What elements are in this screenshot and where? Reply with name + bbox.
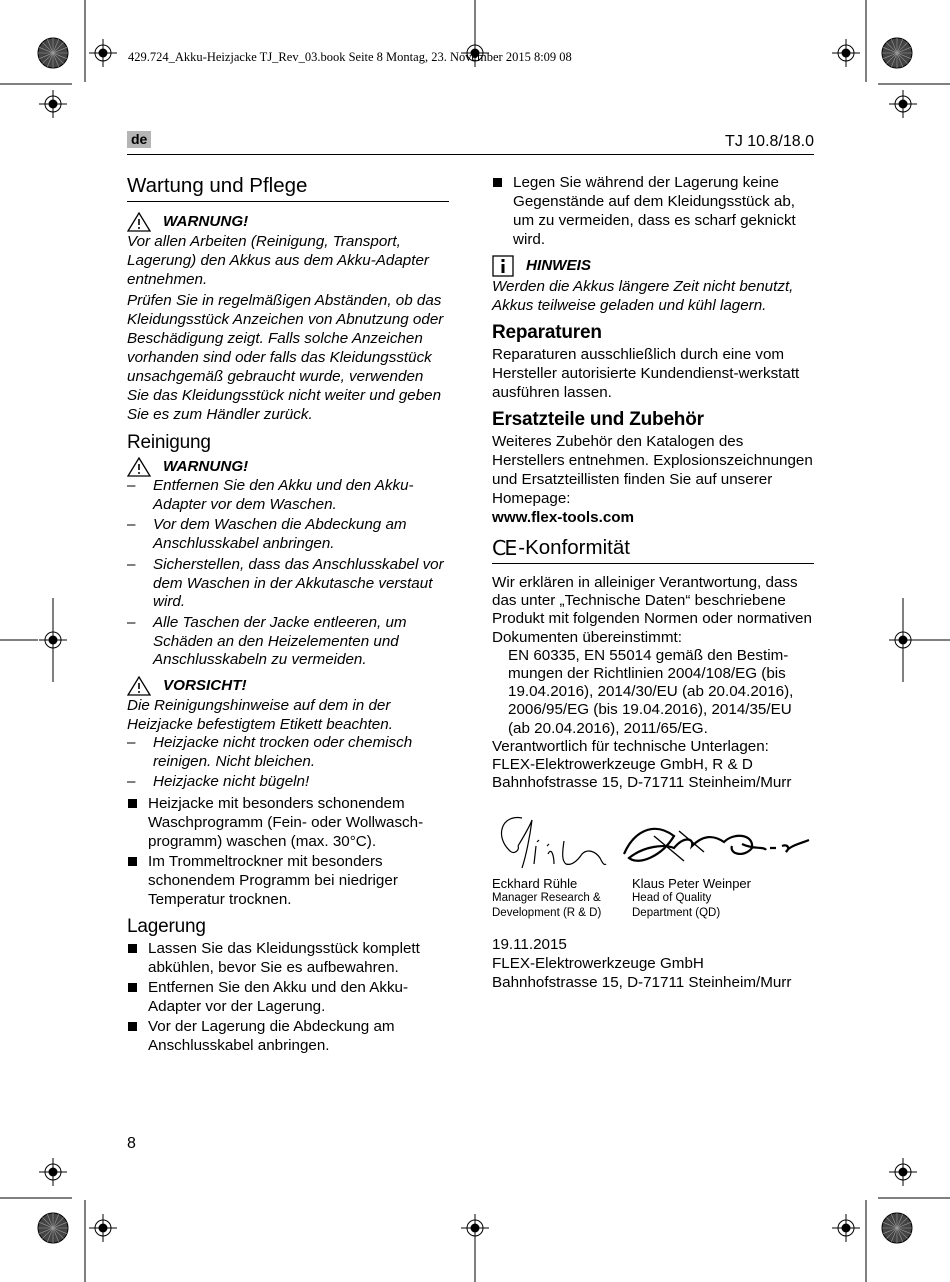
warning-heading [127,212,449,232]
footer-company: FLEX-Elektrowerkzeuge GmbH [492,955,704,973]
repairs-text: Reparaturen ausschließlich durch eine vom Hersteller autorisierte Kundendienst-werkstatt ausführen lassen. [492,346,800,401]
page-number: 8 [127,1135,136,1152]
warning-text-inspection: Prüfen Sie in regelmäßigen Abständen, ob das Kleidungsstück Anzeichen von Abnutzung oder Beschädigung zeigt. Falls solche Anzeichen vorhanden sind oder falls das Kleidungsstück unsachgemäß gebraucht wurde, verwenden Sie das Kleidungsstück nicht weiter und geben Sie es zum Händler zurück. [127,292,444,423]
list-item: – Vor dem Waschen die Abdeckung am Anschlusskabel anbringen. [127,516,407,553]
conformity-title: -Konformität [518,536,630,559]
section-title-repairs: Reparaturen [492,322,602,343]
signature-ruehle [492,806,617,876]
list-item: Legen Sie während der Lagerung keine Gegenstände auf dem Kleidungsstück ab, um zu vermeiden, dass es scharf geknickt wird. [492,173,814,249]
section-title-cleaning: Reinigung [127,432,211,453]
conformity-text: Wir erklären in alleiniger Verantwortung, dass das unter „Technische Daten“ beschriebene Produkt mit folgenden Normen oder normativen Dokumenten übereinstimmt: [492,574,812,646]
section-title-conformity [492,535,814,564]
conformity-norms: EN 60335, EN 55014 gemäß den Bestim-mungen der Richtlinien 2004/108/EG (bis 19.04.2016), 2014/30/EU (ab 20.04.2016), 2006/95/EG (bis 19.04.2016), 2014/35/EU (ab 20.04.2016), 2011/65/EG. [508,646,794,737]
signer2-role: Head of Quality Department (QD) [632,892,721,920]
signer1-name: Eckhard Rühle [492,876,578,892]
language-badge: de [127,131,151,148]
ce-mark: CE [492,536,516,560]
list-item: – Entfernen Sie den Akku und den Akku-Adapter vor dem Waschen. [127,477,414,513]
header-rule [127,154,814,155]
signer1-role: Manager Research & Development (R & D) [492,892,602,920]
footer-address: Bahnhofstrasse 15, D-71711 Steinheim/Murr [492,974,792,992]
list-item: – Sicherstellen, dass das Anschlusskabel vor dem Waschen in der Akkutasche verstaut wird. [127,555,444,611]
list-item: – Alle Taschen der Jacke entleeren, um Schäden an den Heizelementen und Anschlusskabeln zu vermeiden. [127,613,407,669]
warning-label: WARNUNG! [163,458,249,475]
signatures [492,806,814,876]
parts-text: Weiteres Zubehör den Katalogen des Herstellers entnehmen. Explosionszeichnungen und Ersatzteillisten finden Sie auf unserer Homepage: [492,433,813,507]
responsible-address: Bahnhofstrasse 15, D-71711 Steinheim/Murr [492,774,792,792]
warning-icon [127,212,151,232]
warning-text: Vor allen Arbeiten (Reinigung, Transport, Lagerung) den Akkus aus dem Akku-Adapter entnehmen. [127,233,429,288]
model-name: TJ 10.8/18.0 [725,133,814,150]
responsible-label: Verantwortlich für technische Unterlagen: [492,737,769,755]
caution-text: Die Reinigungshinweise auf dem in der Heizjacke befestigtem Etikett beachten. [127,697,393,734]
website-link[interactable]: www.flex-tools.com [492,509,635,526]
list-item: Heizjacke mit besonders schonendem Waschprogramm (Fein- oder Wollwasch-programm) waschen (max. 30°C). [127,794,449,851]
caution-icon [127,676,151,696]
section-title-maintenance: Wartung und Pflege [127,173,449,202]
section-title-parts: Ersatzteile und Zubehör [492,409,704,430]
list-item: – Heizjacke nicht trocken oder chemisch reinigen. Nicht bleichen. [127,734,413,770]
list-item: Vor der Lagerung die Abdeckung am Anschlusskabel anbringen. [127,1017,449,1055]
hint-label: HINWEIS [526,257,591,274]
warning-heading-cleaning [127,457,449,477]
list-item: Entfernen Sie den Akku und den Akku-Adapter vor der Lagerung. [127,978,449,1016]
list-item: Lassen Sie das Kleidungsstück komplett abkühlen, bevor Sie es aufbewahren. [127,939,449,977]
declaration-date: 19.11.2015 [492,936,567,954]
signer2-name: Klaus Peter Weinper [632,876,751,892]
right-column [492,171,814,992]
responsible-company: FLEX-Elektrowerkzeuge GmbH, R & D [492,756,753,774]
warning-label: WARNUNG! [163,213,249,230]
hint-heading [492,255,814,277]
left-column [127,171,449,1056]
signer-names [492,876,814,921]
hint-text: Werden die Akkus längere Zeit nicht benutzt, Akkus teilweise geladen und kühl lagern. [492,278,794,314]
list-item: Im Trommeltrockner mit besonders schonendem Programm bei niedriger Temperatur trocknen. [127,852,449,909]
info-icon [492,255,514,277]
section-title-storage: Lagerung [127,916,206,938]
signature-weinper [614,806,814,876]
list-item: – Heizjacke nicht bügeln! [127,773,310,791]
warning-icon [127,457,151,477]
caution-heading [127,676,449,696]
print-line: 429.724_Akku-Heizjacke TJ_Rev_03.book Seite 8 Montag, 23. November 2015 8:09 08 [128,50,572,64]
caution-label: VORSICHT! [163,677,247,695]
